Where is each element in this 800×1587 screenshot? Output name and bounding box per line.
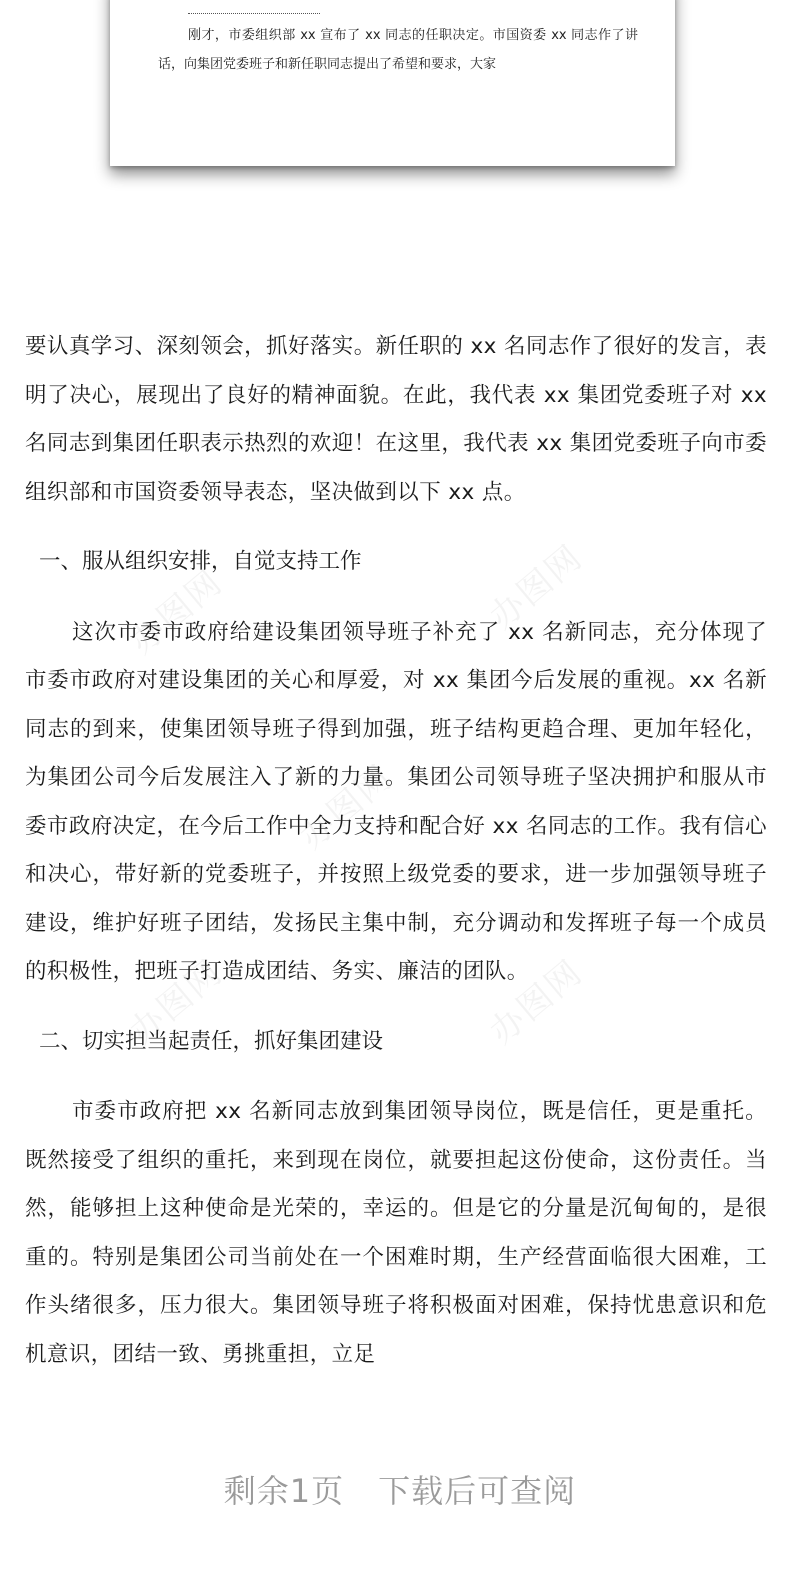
download-hint-label: 下载后可查阅 bbox=[378, 1472, 577, 1510]
preview-dotted-rule bbox=[188, 13, 320, 14]
watermark-graphic: 办图网 bbox=[292, 757, 401, 858]
watermark-graphic: 办图网 bbox=[482, 537, 591, 638]
preview-card bbox=[110, 0, 675, 166]
intro-paragraph: 要认真学习、深刻领会，抓好落实。新任职的 xx 名同志作了很好的发言，表明了决心，展现出了良好的精神面貌。在此，我代表 xx 集团党委班子对 xx 名同志到集团任职表示热烈的欢迎！在这里，我代表 xx 集团党委班子向市委组织部和市国资委领导表态，坚决做到以下 xx 点。 bbox=[25, 334, 767, 505]
section-heading-1: 一、服从组织安排，自觉支持工作 bbox=[39, 549, 362, 574]
watermark-graphic: 办图网 bbox=[122, 952, 231, 1053]
remaining-pages-label: 剩余1页 bbox=[223, 1472, 345, 1510]
preview-lead-in-text: 刚才，市委组织部 xx 宣布了 xx 同志的任职决定。市国资委 xx 同志作了讲话，向集团党委班子和新任职同志提出了希望和要求，大家 bbox=[158, 28, 638, 72]
section-heading-2: 二、切实担当起责任，抓好集团建设 bbox=[39, 1028, 384, 1054]
section-body-1: 这次市委市政府给建设集团领导班子补充了 xx 名新同志，充分体现了市委市政府对建设集团的关心和厚爱，对 xx 集团今后发展的重视。xx 名新同志的到来，使集团领导班子得到加强，班子结构更趋合理、更加年轻化，为集团公司今后发展注入了新的力量。集团公司领导班子坚决拥护和服从市委市政府决定，在今后工作中全力支持和配合好 xx 名同志的工作。我有信心和决心，带好新的党委班子，并按照上级党委的要求，进一步加强领导班子建设，维护好班子团结，发扬民主集中制，充分调动和发挥班子每一个成员的积极性，把班子打造成团结、务实、廉洁的团队。 bbox=[25, 619, 767, 984]
watermark-graphic: 办图网 bbox=[482, 952, 591, 1053]
section-body-2: 市委市政府把 xx 名新同志放到集团领导岗位，既是信任，更是重托。既然接受了组织的重托，来到现在岗位，就要担起这份使命，这份责任。当然，能够担上这种使命是光荣的，幸运的。但是它的分量是沉甸甸的，是很重的。特别是集团公司当前处在一个困难时期，生产经营面临很大困难，工作头绪很多，压力很大。集团领导班子将积极面对困难，保持忧患意识和危机意识，团结一致、勇挑重担，立足 bbox=[25, 1099, 767, 1367]
download-prompt[interactable] bbox=[0, 1466, 800, 1512]
document-body bbox=[25, 323, 767, 1379]
watermark-graphic: 办图网 bbox=[122, 562, 231, 663]
